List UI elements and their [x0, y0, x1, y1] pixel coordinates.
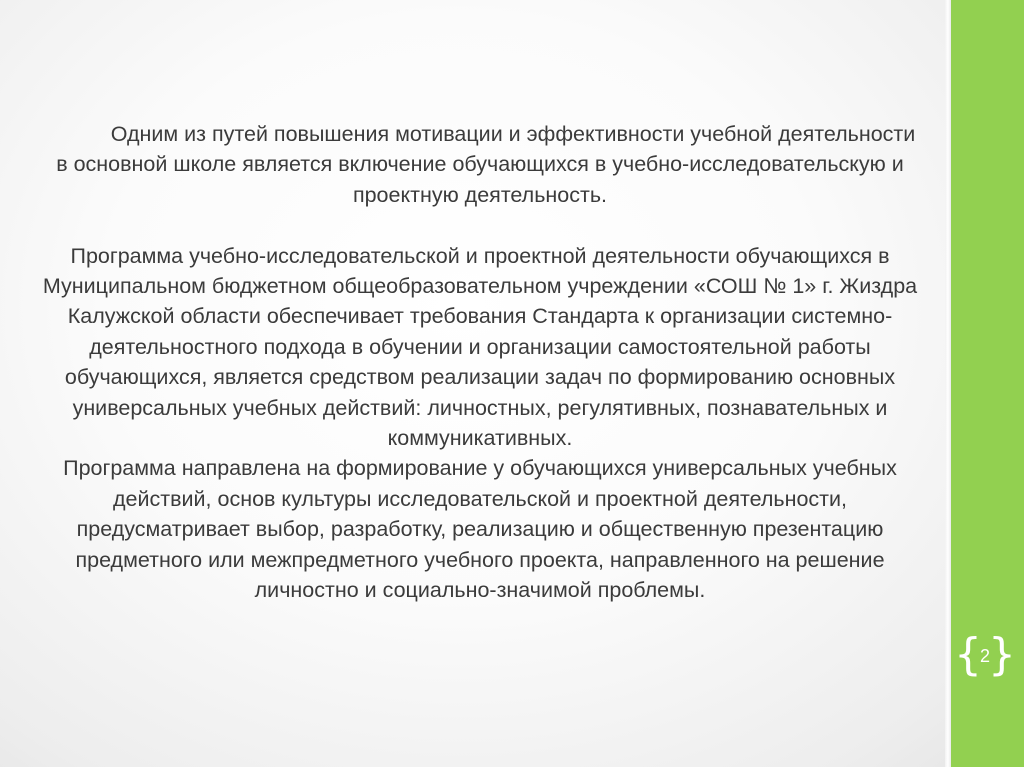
paragraph-spacer — [40, 210, 920, 240]
intro-paragraph-text: Одним из путей повышения мотивации и эффективности учебной деятельности в основной школе является включение обучающихся в учебно-исследовательскую и проектную деятельность. — [56, 122, 916, 207]
page-number-badge — [952, 630, 1018, 680]
right-brace-icon: } — [988, 629, 1016, 680]
intro-paragraph — [40, 119, 920, 210]
left-brace-icon: { — [954, 629, 982, 680]
slide-body — [40, 119, 920, 605]
program-description-paragraph: Программа учебно-исследовательской и проектной деятельности обучающихся в Муниципальном бюджетном общеобразовательном учреждении «СОШ № 1» г. Жиздра Калужской области обеспечивает требования Стандарта к организации системно-деятельностного подхода в обучении и организации самостоятельной работы обучающихся, является средством реализации задач по формированию основных универсальных учебных действий: личностных, регулятивных, познавательных и коммуникативных. — [42, 243, 918, 451]
program-goal-paragraph: Программа направлена на формирование у обучающихся универсальных учебных действий, основ культуры исследовательской и проектной деятельности, предусматривает выбор, разработку, реализацию и общественную презентацию предметного или межпредметного учебного проекта, направленного на решение личностно и социально-значимой проблемы. — [63, 456, 897, 603]
page-number: 2 — [979, 646, 990, 666]
